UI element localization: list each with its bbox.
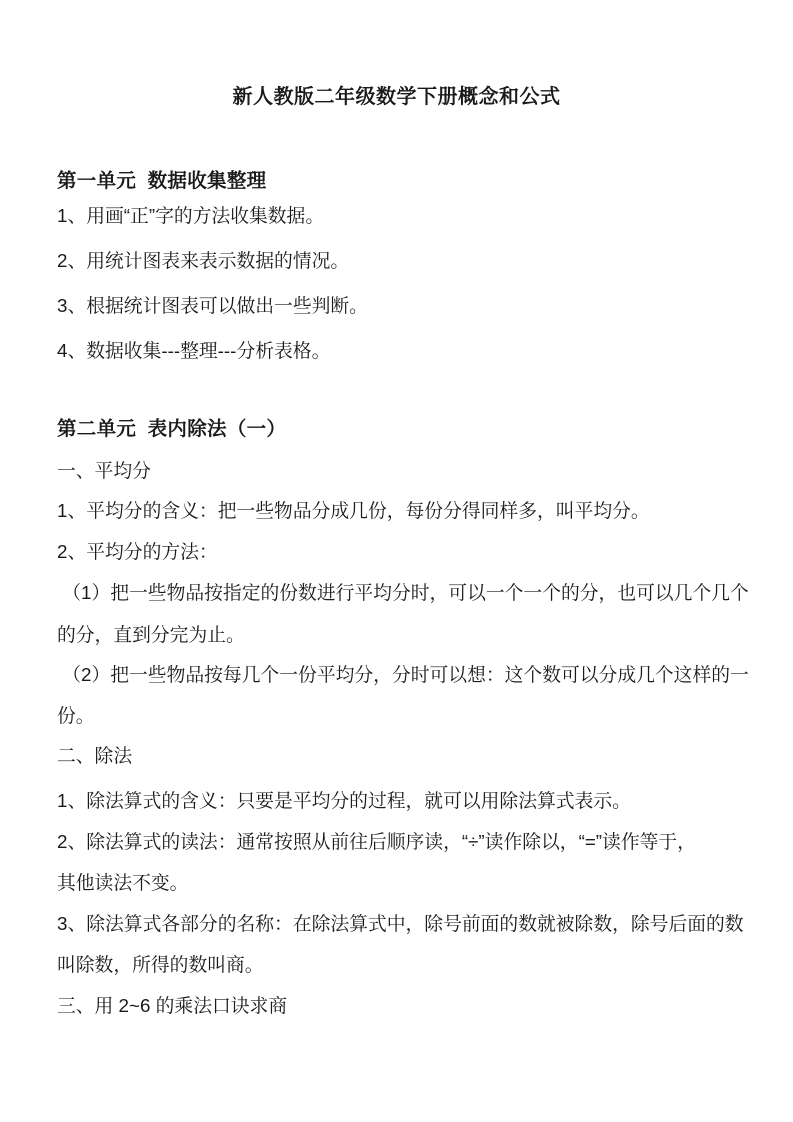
section-2-item-1: 1、平均分的含义：把一些物品分成几份，每份分得同样多，叫平均分。 <box>57 500 650 521</box>
section-2-subheading-2: 二、除法 <box>57 745 133 766</box>
section-2-item-2-sub-2-line-2: 份。 <box>57 705 95 726</box>
section-2-item-2-sub-1-line-1: （1）把一些物品按指定的份数进行平均分时，可以一个一个的分，也可以几个几个 <box>57 582 749 603</box>
section-2-subheading-1: 一、平均分 <box>57 460 151 481</box>
section-1-item-3: 3、根据统计图表可以做出一些判断。 <box>57 295 368 316</box>
section-2-item-2-sub-1-line-2: 的分，直到分完为止。 <box>57 624 245 645</box>
section-2-division-item-3-line-2: 叫除数，所得的数叫商。 <box>57 954 264 975</box>
section-1-item-2: 2、用统计图表来表示数据的情况。 <box>57 250 350 271</box>
section-2-item-2-sub-2-line-1: （2）把一些物品按每几个一份平均分，分时可以想：这个数可以分成几个这样的一 <box>57 664 749 685</box>
section-2-heading: 第二单元 表内除法（一） <box>57 418 287 440</box>
section-2-item-2: 2、平均分的方法： <box>57 541 218 562</box>
section-1-item-4: 4、数据收集---整理---分析表格。 <box>57 340 331 361</box>
section-2-division-item-1: 1、除法算式的含义：只要是平均分的过程，就可以用除法算式表示。 <box>57 790 631 811</box>
section-2-division-item-2-line-2: 其他读法不变。 <box>57 872 189 893</box>
document-title: 新人教版二年级数学下册概念和公式 <box>232 86 561 108</box>
section-2-subheading-3: 三、用 2~6 的乘法口诀求商 <box>57 995 288 1016</box>
section-2-division-item-2-line-1: 2、除法算式的读法：通常按照从前往后顺序读，“÷”读作除以，“=”读作等于， <box>57 831 696 852</box>
section-1-item-1: 1、用画“正”字的方法收集数据。 <box>57 205 325 226</box>
section-2-division-item-3-line-1: 3、除法算式各部分的名称：在除法算式中，除号前面的数就被除数，除号后面的数 <box>57 913 744 934</box>
section-1-heading: 第一单元 数据收集整理 <box>57 170 267 192</box>
